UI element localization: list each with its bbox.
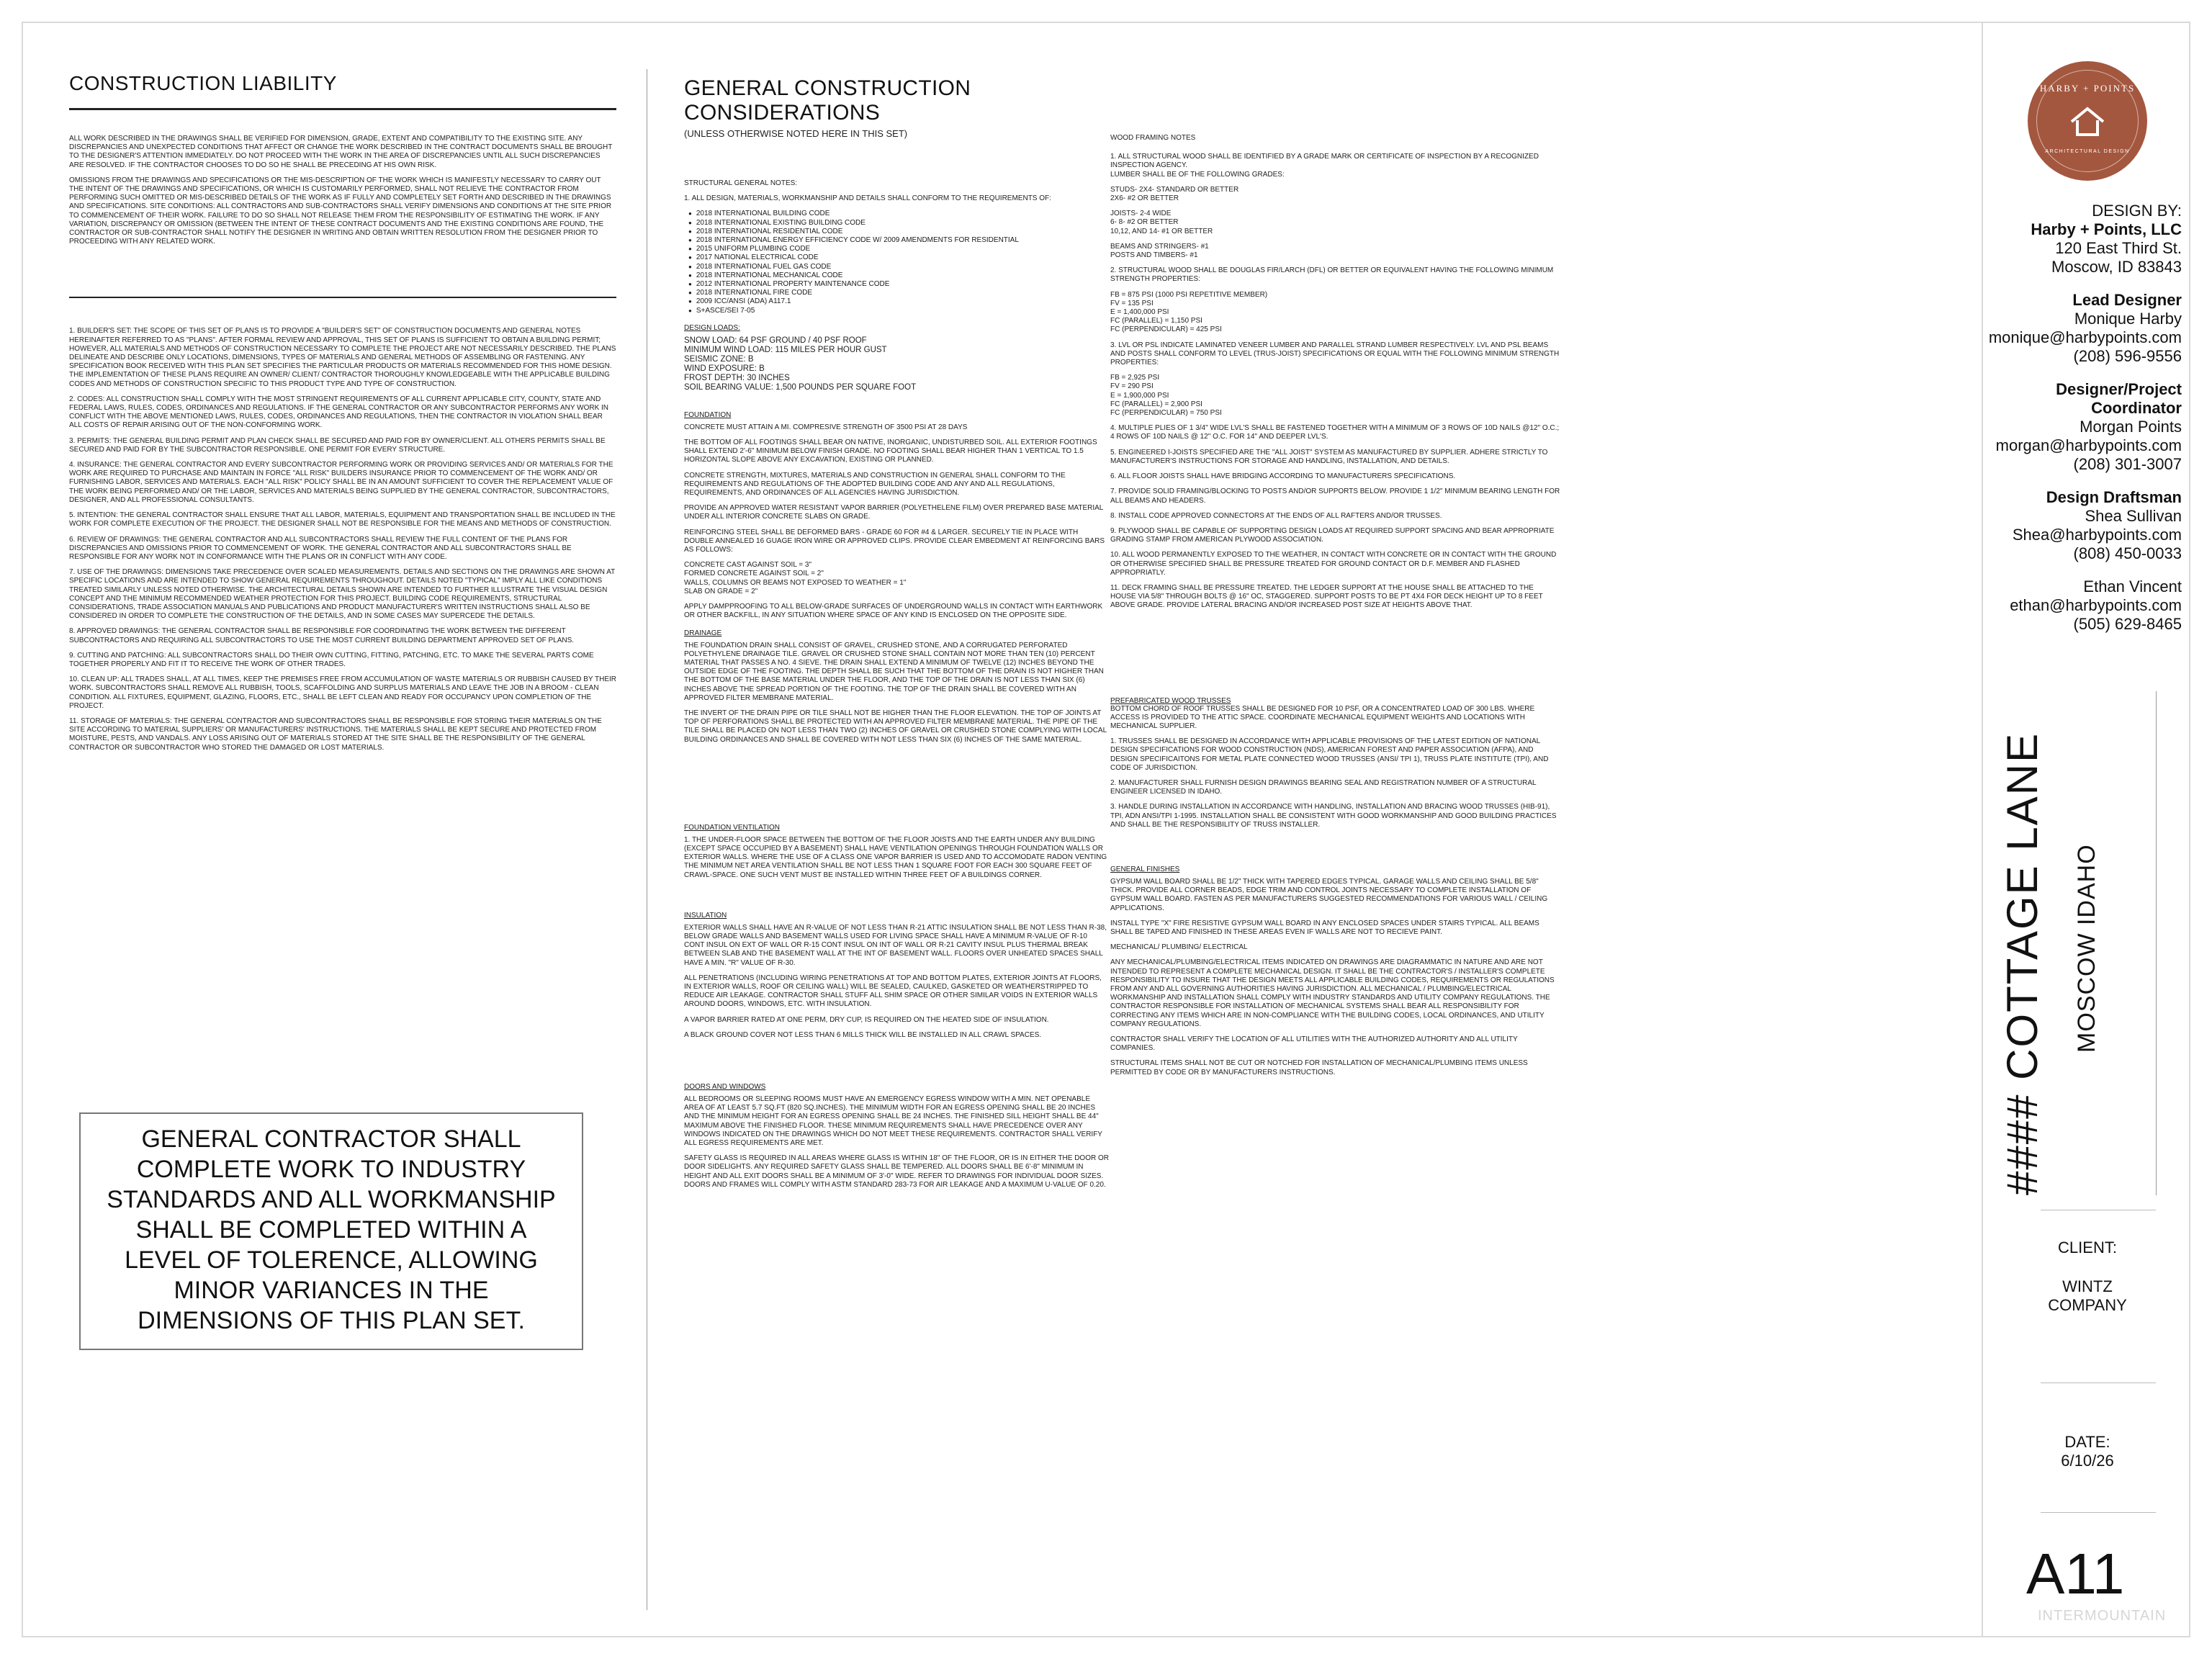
code-item: ● 2018 INTERNATIONAL EXISTING BUILDING CODE <box>688 219 1109 228</box>
liability-item: 4. INSURANCE: THE GENERAL CONTRACTOR AND EVERY SUBCONTRACTOR PERFORMING WORK OR PROVIDING SERVICES AND/ OR MATERIALS FOR THE WORK ARE REQUIRED TO PURCHASE AND MAINTAIN IN FORCE "ALL RISK" BUILDERS INSURANCE PRIOR TO COMMENCEMENT OF THE WORK AND/ OR FURNISHING LABOR, SERVICES AND MATERIALS. EACH "ALL RISK" POLICY SHALL BE IN AN AMOUNT SUFFICIENT TO COVER THE REPLACEMENT VALUE OF THE WORK BEING PERFORMED AND/ OR THE LABOR, SERVICES AND MATERIALS BEING SUPPLIED BY THE GENERAL CONTRACTOR, SUBCONTRACTORS, DESIGNER, AND ALL PROFESSIONAL CONSULTANTS. <box>69 461 613 504</box>
coordinator-phone: (208) 301-3007 <box>2073 455 2182 473</box>
liability-intro <box>69 135 616 246</box>
house-icon <box>2066 103 2109 139</box>
wood-note: FB = 875 PSI (1000 PSI REPETITIVE MEMBER) FV = 135 PSI E = 1,400,000 PSI FC (PARALLEL) = 1,150 PSI FC (PERPENDICULAR) = 425 PSI <box>1110 290 1268 334</box>
code-item: ● 2018 INTERNATIONAL ENERGY EFFICIENCY CODE W/ 2009 AMENDMENTS FOR RESIDENTIAL <box>688 236 1109 245</box>
gcc-subtitle: (UNLESS OTHERWISE NOTED HERE IN THIS SET) <box>684 128 908 139</box>
finishes-para: CONTRACTOR SHALL VERIFY THE LOCATION OF ALL UTILITIES WITH THE AUTHORIZED AUTHORITY AND ALL UTILITY COMPANIES. <box>1110 1035 1518 1053</box>
finishes-para: ANY MECHANICAL/PLUMBING/ELECTRICAL ITEMS INDICATED ON DRAWINGS ARE DIAGRAMMATIC IN NATURE AND ARE NOT INTENDED TO REPRESENT A COMPLETE MECHANICAL DESIGN. IT SHALL BE THE CONTRACTOR'S / INSTALLER'S COMPLETE RESPONSIBILITY TO INSURE THAT THE DESIGN MEETS ALL APPLICABLE BUILDING CODES, REQUIREMENTS OR REGULATIONS FROM ANY AND ALL GOVERNING AUTHORITIES HAVING JURISDICTION. ALL MECHANICAL / PLUMBING/ELECTRICAL WORKMANSHIP AND INSTALLATION SHALL COMPLY WITH INDUSTRY STANDARDS AND UTILITY COMPANY REGULATIONS. THE CONTRACTOR RESPONSIBLE FOR INSTALLATION OF MECHANICAL SYSTEMS SHALL BEAR ALL RESPONSIBILITY FOR CORRECTING ANY ITEMS WHICH ARE IN NON-COMPLIANCE WITH THE BUILDING CODES, LOCAL ORDINANCES, AND UTILITY COMPANY REGULATIONS. <box>1110 958 1555 1028</box>
liability-item: 1. BUILDER'S SET: THE SCOPE OF THIS SET OF PLANS IS TO PROVIDE A "BUILDER'S SET" OF CONSTRUCTION DOCUMENTS AND GENERAL NOTES HEREINAFTER REFERRED TO AS "PLANS". AFTER FORMAL REVIEW AND APPROVAL, THIS SET OF PLANS IS SUFFICIENT TO OBTAIN A BUILDING PERMIT; HOWEVER, ALL MATERIALS AND METHODS OF CONSTRUCTION NECESSARY TO COMPLETE THE PROJECT ARE NOT NECESSARILY DESCRIBED. THE PLANS DELINEATE AND DESCRIBE ONLY LOCATIONS, DIMENSIONS, TYPES OF MATERIALS AND GENERAL METHODS OF ASSEMBLING OR FASTENING. ANY SPECIFICATION BOOK RECEIVED WITH THIS PLAN SET SPECIFIES THE PARTICULAR PRODUCTS OR MATERIALS RECOMMENDED FOR THIS HOME DESIGN. THE IMPLEMENTATION OF THESE PLANS REQUIRE AN OWNER/ CLIENT/ CONTRACTOR THOROUGHLY KNOWLEDGEABLE WITH THE APPLICABLE BUILDING CODES AND METHODS OF CONSTRUCTION SPECIFIC TO THIS PRODUCT TYPE AND TYPE OF CONSTRUCTION. <box>69 327 616 388</box>
finishes-para: STRUCTURAL ITEMS SHALL NOT BE CUT OR NOTCHED FOR INSTALLATION OF MECHANICAL/PLUMBING ITEMS UNLESS PERMITTED BY CODE OR BY MANUFACTURERS INSTRUCTIONS. <box>1110 1059 1528 1076</box>
liability-item: 10. CLEAN UP: ALL TRADES SHALL, AT ALL TIMES, KEEP THE PREMISES FREE FROM ACCUMULATION OF WASTE MATERIALS OR RUBBISH CAUSED BY THEIR WORK. SUBCONTRACTORS SHALL REMOVE ALL RUBBISH, TOOLS, SCAFFOLDING AND SURPLUS MATERIALS AND LEAVE THE JOB IN A BROOM - CLEAN CONDITION. ALL FIXTURES, EQUIPMENT, GLAZING, FLOORS, ETC., SHALL BE LEFT CLEAN AND READY FOR OCCUPANCY UPON COMPLETION OF THE PROJECT. <box>69 675 617 710</box>
trusses-para: 3. HANDLE DURING INSTALLATION IN ACCORDANCE WITH HANDLING, INSTALLATION AND BRACING WOOD TRUSSES (HIB-91), TPI, ADN ANSI/TPI 1-1995. INSTALLATION SHALL BE CONSISTENT WITH GOOD WORKMANSHIP AND GOOD BUILDING PRACTICES AND SHALL BE THE RESPONSIBILITY OF TRUSS INSTALLER. <box>1110 803 1557 829</box>
trusses-para: BOTTOM CHORD OF ROOF TRUSSES SHALL BE DESIGNED FOR 10 PSF, OR A CONCENTRATED LOAD OF 300 LBS. WHERE ACCESS IS PROVIDED TO THE ATTIC SPACE. COORDINATE MECHANICAL EQUIPMENT WEIGHTS AND LOCATIONS WITH MECHANICAL SUPPLIER. <box>1110 704 1535 730</box>
liability-intro-para: ALL WORK DESCRIBED IN THE DRAWINGS SHALL BE VERIFIED FOR DIMENSION, GRADE, EXTENT AND COMPATIBILITY TO THE EXISTING SITE. ANY DISCREPANCIES AND UNEXPECTED CONDITIONS THAT AFFECT OR CHANGE THE WORK DESCRIBED IN THE CONTRACT DOCUMENTS SHALL BE BROUGHT TO THE DESIGNER'S ATTENTION IMMEDIATELY. DO NOT PROCEED WITH THE WORK IN THE AREA OF DISCREPANCIES UNTIL ALL SUCH DISCREPANCIES ARE RESOLVED. IF THE CONTRACTOR CHOOSES TO DO SO HE SHALL BE PRECEDING AT HIS OWN RISK. <box>69 135 613 169</box>
foundation-para: PROVIDE AN APPROVED WATER RESISTANT VAPOR BARRIER (POLYETHELENE FILM) OVER PREPARED BASE MATERIAL UNDER ALL INTERIOR CONCRETE SLABS ON GRADE. <box>684 504 1103 521</box>
project-divider <box>2156 691 2157 1195</box>
wood-note: 3. LVL OR PSL INDICATE LAMINATED VENEER LUMBER AND PARALLEL STRAND LUMBER RESPECTIVELY. LVL AND PSL BEAMS AND POSTS SHALL CONFORM TO LEVEL (TRUS-JOIST) SPECIFICATIONS OR EQUAL WITH THE FOLLOWING MINIMUM STRENGTH PROPERTIES: <box>1110 341 1560 367</box>
section-rule <box>69 297 616 298</box>
firm-name: Harby + Points, LLC <box>2031 220 2182 238</box>
lead-designer-label: Lead Designer <box>2072 291 2182 309</box>
contact-phone: (505) 629-8465 <box>2073 615 2182 633</box>
contact-email[interactable]: ethan@harbypoints.com <box>2010 596 2182 614</box>
design-loads-heading: DESIGN LOADS: <box>684 323 740 332</box>
finishes-para: MECHANICAL/ PLUMBING/ ELECTRICAL <box>1110 943 1248 952</box>
coordinator-name: Morgan Points <box>2080 418 2182 436</box>
finishes-para: INSTALL TYPE "X" FIRE RESISTIVE GYPSUM WALL BOARD IN ANY ENCLOSED SPACES UNDER STAIRS TYPICAL. ALL BEAMS SHALL BE TAPED AND FINISHED IN THESE AREAS EVEN IF WALLS ARE NOT TO RECIEVE PAINT. <box>1110 919 1539 936</box>
draftsman-label: Design Draftsman <box>2046 488 2182 506</box>
foundation-para: REINFORCING STEEL SHALL BE DEFORMED BARS - GRADE 60 FOR #4 & LARGER. SECURELY TIE IN PLACE WITH DOUBLE ANNEALED 16 GUAGE IRON WIRE OR APPROVED CLIPS. PROVIDE CLEAR EMBEDMENT AT REINFORCING BARS AS FOLLOWS: <box>684 528 1105 554</box>
code-item: ● 2018 INTERNATIONAL FIRE CODE <box>688 289 1109 297</box>
coordinator-label: Coordinator <box>2091 399 2182 417</box>
construction-liability-section <box>69 72 616 759</box>
lead-designer-name: Monique Harby <box>2074 310 2182 328</box>
project-name: #### COTTAGE LANE <box>1998 732 2046 1195</box>
wood-heading: WOOD FRAMING NOTES <box>1110 134 1196 142</box>
wood-note: JOISTS- 2-4 WIDE 6- 8- #2 OR BETTER 10,12, AND 14- #1 OR BETTER <box>1110 210 1213 235</box>
wood-note: FB = 2,925 PSI FV = 290 PSI E = 1,900,000 PSI FC (PARALLEL) = 2,900 PSI FC (PERPENDICULAR) = 750 PSI <box>1110 374 1222 418</box>
liability-item: 7. USE OF THE DRAWINGS: DIMENSIONS TAKE PRECEDENCE OVER SCALED MEASUREMENTS. DETAILS AND SECTIONS ON THE DRAWINGS ARE SHOWN AT SPECIFIC LOCATIONS AND ARE INTENDED TO SHOW GENERAL REQUIREMENTS THROUGHOUT. DETAILS NOTED "TYPICAL" IMPLY ALL LIKE CONDITIONS TREATED SIMILARLY UNLESS NOTED OTHERWISE. THE ARCHITECTURAL DETAILS SHOWN ARE INTENDED TO FURTHER ILLUSTRATE THE VISUAL DESIGN CONCEPT AND THE MINIMUM RECOMMENDED WEATHER PROTECTION FOR THIS PROJECT. BUILDING CODE REQUIREMENTS, STRUCTURAL CONSIDERATIONS, TRADE ASSOCIATION MANUALS AND PUBLICATIONS AND PRODUCT MANUFACTURER'S WRITTEN INSTRUCTIONS SHALL ALSO BE CONSIDERED IN ORDER TO COMPLETE THE CONSTRUCTION OF THE DETAILS, AND IN SOME CASES MAY SUPERCEDE THE DETAILS. <box>69 568 616 621</box>
trusses-para: 1. TRUSSES SHALL BE DESIGNED IN ACCORDANCE WITH APPLICABLE PROVISIONS OF THE LATEST EDITION OF NATIONAL DESIGN SPECIFICATIONS FOR WOOD CONSTRUCTION (NDS), AMERICAN FOREST AND PAPER ASSOCIATION (AFPA), AND DESIGN SPECIFICAITONS FOR METAL PLATE CONNECTED WOOD TRUSSES (ANSI/ TPI 1), TRUSS PLATE INSTITUTE (TPI), AND CODE OF JURISDICTION. <box>1110 737 1549 772</box>
doors-heading: DOORS AND WINDOWS <box>684 1082 766 1091</box>
doors-para: ALL BEDROOMS OR SLEEPING ROOMS MUST HAVE AN EMERGENCY EGRESS WINDOW WITH A MIN. NET OPENABLE AREA OF AT LEAST 5.7 SQ.FT (820 SQ.INCHES). THE MINIMUM WIDTH FOR AN EGRESS OPENING SHALL BE 20 INCHES AND THE MINIMUM HEIGHT FOR AN EGRESS OPENING SHALL BE 24 INCHES. THE FINISHED SILL HEIGHT SHALL BE 44" MAXIMUM ABOVE THE FINISHED FLOOR. THESE MINIMUM REQUIREMENTS SHALL HAVE PRECEDENCE OVER ANY WINDOWS INDICATED ON THE DRAWINGS WHICH DO NOT MEET THESE REQUIREMENTS. CONTRACTOR SHALL VERIFY ALL EGRESS REQUIREMENTS ARE MET. <box>684 1094 1102 1147</box>
drainage-para: THE INVERT OF THE DRAIN PIPE OR TILE SHALL NOT BE HIGHER THAN THE FLOOR ELEVATION. THE TOP OF JOINTS AT TOP OF PERFORATIONS SHALL BE PROTECTED WITH AN APPROVED FILTER MEMBRANE MATERIAL. THE PIPE OF THE TILE SHALL BE PLACED ON NOT LESS THAN TWO (2) INCHES OF GRAVEL OR CRUSHED STONE COMPLYING WITH LOCAL BUILDING ORDINANCES AND SHALL BE COVERED WITH NOT LESS THAN SIX (6) INCHES OF THE SAME MATERIAL. <box>684 709 1107 744</box>
insulation-para: A BLACK GROUND COVER NOT LESS THAN 6 MILLS THICK WILL BE INSTALLED IN ALL CRAWL SPACES. <box>684 1030 1042 1039</box>
insulation-para: A VAPOR BARRIER RATED AT ONE PERM, DRY CUP, IS REQUIRED ON THE HEATED SIDE OF INSULATION. <box>684 1015 1049 1024</box>
gcc-section <box>684 76 1109 1196</box>
firm-address-line: 120 East Third St. <box>2055 239 2182 257</box>
liability-item: 3. PERMITS: THE GENERAL BUILDING PERMIT AND PLAN CHECK SHALL BE SECURED AND PAID FOR BY OWNER/CLIENT. ALL OTHERS PERMITS SHALL BE SECURED AND PAID FOR BY THE SUBCONTRACTOR RESPONSIBLE. ONE PERMIT FOR EVERY STRUCTURE. <box>69 436 606 454</box>
construction-liability-title: CONSTRUCTION LIABILITY <box>69 72 337 94</box>
wood-framing-section <box>1110 134 1560 1084</box>
coordinator-label: Designer/Project <box>2056 380 2182 398</box>
contact-name: Ethan Vincent <box>2083 577 2182 595</box>
foundation-heading: FOUNDATION <box>684 410 732 419</box>
doors-para: SAFETY GLASS IS REQUIRED IN ALL AREAS WHERE GLASS IS WITHIN 18" OF THE FLOOR, OR IS IN EITHER THE DOOR OR DOOR SIDELIGHTS. ANY REQUIRED SAFETY GLASS SHALL BE TEMPERED. ALL DOORS SHALL BE 6'-8" MINIMUM IN HEIGHT AND ALL EXIT DOORS SHALL BE A MINIMUM OF 3'-0" WIDE. REFER TO DRAWINGS FOR INDIVIDUAL DOOR SIZES. DOORS AND FRAMES WILL COMPLY WITH ASTM STANDARD 283-73 FOR AIR LEAKAGE AND A MAXIMUM U-VALUE OF 0.20. <box>684 1154 1109 1189</box>
wood-note: STUDS- 2X4- STANDARD OR BETTER 2X6- #2 OR BETTER <box>1110 185 1239 203</box>
draftsman-name: Shea Sullivan <box>2085 507 2182 525</box>
code-item: ● 2017 NATIONAL ELECTRICAL CODE <box>688 253 1109 262</box>
drainage-para: THE FOUNDATION DRAIN SHALL CONSIST OF GRAVEL, CRUSHED STONE, AND A CORRUGATED PERFORATED POLYETHYLENE DRAINAGE TILE. GRAVEL OR CRUSHED STONE SHALL CONTAIN NOT MORE THAN TEN (10) PERCENT MATERIAL THAT PASSES A NO. 4 SIEVE. THE DRAIN SHALL EXTEND A MINIMUM OF TWELVE (12) INCHES BEYOND THE OUTSIDE EDGE OF THE FOOTING. THE DEPTH SHALL BE SUCH THAT THE BOTTOM OF THE DRAIN IS NOT HIGHER THAN THE BOTTOM OF THE BASE MATERIAL UNDER THE FLOOR, AND THE TOP OF THE DRAIN IS NOT LESS THAN SIX (6) INCHES ABOVE THE SPREAD PORTION OF THE FOOTING. THE TOP OF THE DRAIN SHALL BE COVERED WITH AN APPROVED FILTER MEMBRANE MATERIAL. <box>684 641 1104 702</box>
wood-note: 4. MULTIPLE PLIES OF 1 3/4" WIDE LVL'S SHALL BE FASTENED TOGETHER WITH A MINIMUM OF 3 ROWS OF 10D NAILS @12" O.C.; 4 ROWS OF 10D NAILS @ 12" O.C. FOR 14" AND DEEPER LVL'S. <box>1110 424 1560 441</box>
draftsman-phone: (808) 450-0033 <box>2073 544 2182 562</box>
wood-note: 7. PROVIDE SOLID FRAMING/BLOCKING TO POSTS AND/OR SUPPORTS BELOW. PROVIDE 1 1/2" MINIMUM BEARING LENGTH FOR ALL BEAMS AND HEADERS. <box>1110 487 1560 505</box>
watermark: INTERMOUNTAIN <box>2038 1608 2167 1624</box>
logo-tagline: ARCHITECTURAL DESIGN <box>2045 149 2130 154</box>
date-info <box>1983 1433 2192 1470</box>
client-info <box>1983 1238 2192 1315</box>
client-name: WINTZ <box>2062 1277 2113 1295</box>
foundation-para: APPLY DAMPPROOFING TO ALL BELOW-GRADE SURFACES OF UNDERGROUND WALLS IN CONTACT WITH EARTHWORK OR OTHER BACKFILL, IN ANY SITUATION WHERE SPACE OF ANY KIND IS ENCLOSED ON THE OPPOSITE SIDE. <box>684 603 1103 620</box>
foundation-para: THE BOTTOM OF ALL FOOTINGS SHALL BEAR ON NATIVE, INORGANIC, UNDISTURBED SOIL. ALL EXTERIOR FOOTINGS SHALL EXTEND 2'-6" MINIMUM BELOW FINISH GRADE. NO FOOTING SHALL BEAR HIGHER THAN 1 VERTICAL TO 1.5 HORIZONTAL SLOPE ABOVE ANY EXCAVATION, EXISTING OR PLANNED. <box>684 439 1097 464</box>
code-list <box>688 210 1109 315</box>
designer-info <box>1983 202 2192 634</box>
liability-item: 2. CODES: ALL CONSTRUCTION SHALL COMPLY WITH THE MOST STRINGENT REQUIREMENTS OF ALL CURRENT APPLICABLE CITY, COUNTY, STATE AND FEDERAL LAWS, RULES, CODES, ORDINANCES AND REGULATIONS. IF THE GENERAL CONTRACTOR OR ANY SUBCONTRACTOR PERFORMS ANY WORK IN CONFLICT WITH THE ABOVE MENTIONED LAWS, RULES, CODES, ORDINANCES AND REGULATIONS, THEN THE CONTRACTOR IN VIOLATION SHALL BEAR ALL COSTS OF REPAIR ARISING OUT OF THE NON-CONFORMING WORK. <box>69 395 609 430</box>
insulation-heading: INSULATION <box>684 911 727 920</box>
divider <box>2041 1382 2156 1383</box>
structural-heading: STRUCTURAL GENERAL NOTES: <box>684 179 798 187</box>
title-block <box>1982 22 2190 1637</box>
client-label: CLIENT: <box>2058 1238 2117 1256</box>
lead-designer-email[interactable]: monique@harbypoints.com <box>1988 328 2182 346</box>
divider <box>2041 1512 2156 1513</box>
project-title-area <box>1983 691 2192 1210</box>
design-loads: SNOW LOAD: 64 PSF GROUND / 40 PSF ROOF MINIMUM WIND LOAD: 115 MILES PER HOUR GUST SEISMIC ZONE: B WIND EXPOSURE: B FROST DEPTH: 30 INCHES SOIL BEARING VALUE: 1,500 POUNDS PER SQUARE FOOT <box>684 336 917 392</box>
logo-name: HARBY + POINTS <box>2039 83 2136 94</box>
firm-logo <box>2028 61 2147 181</box>
title-rule <box>69 108 616 110</box>
insulation-para: EXTERIOR WALLS SHALL HAVE AN R-VALUE OF NOT LESS THAN R-21 ATTIC INSULATION SHALL BE NOT LESS THAN R-38, BELOW GRADE WALLS AND BASEMENT WALLS USED FOR LIVING SPACE SHALL HAVE A MINIMUM R-VALUE OF R-10 CONT INSUL ON EXT OF WALL OR R-15 CONT INSUL ON INT OF WALL OR R-21 CAVITY INSUL PLUS THERMAL BREAK BETWEEN SLAB AND THE BASEMENT WALL AT THE INT OF BASEMENT WALL. FLOORS OVER UNHEATED SPACES SHALL HAVE A MIN. "R" VALUE OF R-30. <box>684 923 1107 967</box>
liability-intro-para: OMISSIONS FROM THE DRAWINGS AND SPECIFICATIONS OR THE MIS-DESCRIPTION OF THE WORK WHICH IS MANIFESTLY NECESSARY TO CARRY OUT THE INTENT OF THE DRAWINGS AND SPECIFICATIONS, OR WHICH IS CUSTOMARILY PERFORMED, SHALL NOT RELIEVE THE CONTRACTOR FROM PERFORMING SUCH OMITTED OR MIS-DESCRIBED DETAILS OF THE WORK AS IF FULLY AND COMPLETELY SET FORTH AND DESCRIBED IN THE DRAWINGS AND SPECIFICATIONS. SITE CONDITIONS: ALL CONTRACTORS AND SUB-CONTRACTORS SHALL VERIFY DIMENSIONS AND CONDITIONS AT THE SITE PRIOR TO COMMENCEMENT OF THEIR WORK. FAILURE TO DO SO SHALL NOT RELEASE THEM FROM THE RESPONSIBILITY OF ESTIMATING THE WORK. IF ANY VARIATION, DISCREPANCY OR OMISSION (BETWEEN THE INTENT OF THESE CONTRACT DOCUMENTS AND THE EXISTING CONDITIONS ARE FOUND, THE CONTRACTOR OR SUB-CONTRACTOR SHALL NOTIFY THE DESIGNER IN WRITING AND OBTAIN WRITTEN RESOLUTION FROM THE DESIGNER PRIOR TO PROCEEDING WITH ANY RELATED WORK. <box>69 176 612 246</box>
wood-note: 11. DECK FRAMING SHALL BE PRESSURE TREATED. THE LEDGER SUPPORT AT THE HOUSE SHALL BE ATTACHED TO THE HOUSE VIA 5/8" THROUGH BOLTS @ 16" OC, STAGGERED. SUPPORT POSTS TO BE PT 4X4 FOR DECK HEIGHT UP TO 8 FEET ABOVE GRADE. PROVIDE LATERAL BRACING AND/OR INCREASED POST SIZE AT HEIGHTS ABOVE THAT. <box>1110 583 1543 610</box>
design-by-label: DESIGN BY: <box>2092 202 2182 220</box>
foundation-para: CONCRETE MUST ATTAIN A MI. COMPRESIVE STRENGTH OF 3500 PSI AT 28 DAYS <box>684 423 968 431</box>
liability-item: 5. INTENTION: THE GENERAL CONTRACTOR SHALL ENSURE THAT ALL LABOR, MATERIALS, EQUIPMENT AND TRANSPORTATION SHALL BE INCLUDED IN THE WORK FOR COMPLETE EXECUTION OF THE PROJECT. THE DESIGNER SHALL NOT BE RESPONSIBLE FOR THE MEANS AND METHODS OF CONSTRUCTION. <box>69 511 616 529</box>
project-location: MOSCOW IDAHO <box>2073 844 2100 1053</box>
date-label: DATE: <box>2064 1433 2110 1451</box>
wood-note: 6. ALL FLOOR JOISTS SHALL HAVE BRIDGING ACCORDING TO MANUFACTURERS SPECIFICATIONS. <box>1110 472 1456 481</box>
ventilation-para: 1. THE UNDER-FLOOR SPACE BETWEEN THE BOTTOM OF THE FLOOR JOISTS AND THE EARTH UNDER ANY BUILDING (EXCEPT SPACE OCCUPIED BY A BASEMENT) SHALL HAVE VENTILATION OPENINGS THROUGH FOUNDATION WALLS OR EXTERIOR WALLS. WHERE THE USE OF A CLASS ONE VAPOR BARRIER IS USED AND TO ACCOMODATE RADON VENTING THE MINIMUM NET AREA VENTILATION SHALL BE NOT LESS THAN 1 SQUARE FOOT FOR EACH 300 SQUARE FEET OF CRAWL-SPACE. ONE SUCH VENT MUST BE INSTALLED WITHIN THREE FEET OF A BUILDINGS CORNER. <box>684 835 1107 879</box>
lead-designer-phone: (208) 596-9556 <box>2073 347 2182 365</box>
wood-note: 1. ALL STRUCTURAL WOOD SHALL BE IDENTIFIED BY A GRADE MARK OR CERTIFICATE OF INSPECTION BY A RECOGNIZED INSPECTION AGENCY. LUMBER SHALL BE OF THE FOLLOWING GRADES: <box>1110 153 1539 179</box>
draftsman-email[interactable]: Shea@harbypoints.com <box>2012 526 2182 544</box>
foundation-para: CONCRETE STRENGTH, MIXTURES, MATERIALS AND CONSTRUCTION IN GENERAL SHALL CONFORM TO THE REQUIREMENTS AND REGULATIONS OF THE ADOPTED BUILDING CODE AND ANY AND ALL REGULATIONS, REQUIREMENTS, AND ORDINANCES OF ALL AGENCIES HAVING JURISDICTION. <box>684 471 1066 498</box>
liability-item: 9. CUTTING AND PATCHING: ALL SUBCONTRACTORS SHALL DO THEIR OWN CUTTING, FITTING, PATCHING, ETC. TO MAKE THE SEVERAL PARTS COME TOGETHER PROPERLY AND FIT IT TO RECEIVE THE WORK OF OTHER TRADES. <box>69 651 594 668</box>
wood-note: 2. STRUCTURAL WOOD SHALL BE DOUGLAS FIR/LARCH (DFL) OR BETTER OR EQUIVALENT HAVING THE FOLLOWING MINIMUM STRENGTH PROPERTIES: <box>1110 266 1554 284</box>
firm-address-line: Moscow, ID 83843 <box>2051 258 2182 276</box>
foundation-para: CONCRETE CAST AGAINST SOIL = 3" FORMED CONCRETE AGAINST SOIL = 2" WALLS, COLUMNS OR BEAMS NOT EXPOSED TO WEATHER = 1" SLAB ON GRADE = 2" <box>684 561 907 595</box>
wood-note: 9. PLYWOOD SHALL BE CAPABLE OF SUPPORTING DESIGN LOADS AT REQUIRED SUPPORT SPACING AND BEAR APPROPRIATE GRADING STAMP FROM AMERICAN PLYWOOD ASSOCIATION. <box>1110 526 1555 544</box>
ventilation-heading: FOUNDATION VENTILATION <box>684 823 780 832</box>
trusses-heading: PREFABRICATED WOOD TRUSSES <box>1110 696 1231 705</box>
wood-note: 8. INSTALL CODE APPROVED CONNECTORS AT THE ENDS OF ALL RAFTERS AND/OR TRUSSES. <box>1110 511 1442 520</box>
code-item: ● 2009 ICC/ANSI (ADA) A117.1 <box>688 297 1109 306</box>
structural-intro: 1. ALL DESIGN, MATERIALS, WORKMANSHIP AND DETAILS SHALL CONFORM TO THE REQUIREMENTS OF: <box>684 194 1051 203</box>
liability-items <box>69 327 616 752</box>
drainage-heading: DRAINAGE <box>684 629 722 637</box>
code-item: ● 2015 UNIFORM PLUMBING CODE <box>688 245 1109 253</box>
code-item: ● S+ASCE/SEI 7-05 <box>688 307 1109 315</box>
insulation-para: ALL PENETRATIONS (INCLUDING WIRING PENETRATIONS AT TOP AND BOTTOM PLATES, EXTERIOR JOINTS AT FLOORS, IN EXTERIOR WALLS, ROOF OR CEILING WALL) WILL BE SEALED, CAULKED, GASKETED OR WEATHERSTRIPPED TO REDUCE AIR LEAKAGE. CONTRACTOR SHALL STUFF ALL SHIM SPACE OR OTHER SIMILAR VOIDS IN EXTERIOR WALLS AROUND DOORS, WINDOWS, ETC. WITH INSULATION. <box>684 974 1102 1009</box>
wood-note: BEAMS AND STRINGERS- #1 POSTS AND TIMBERS- #1 <box>1110 242 1209 260</box>
code-item: ● 2018 INTERNATIONAL MECHANICAL CODE <box>688 271 1109 280</box>
liability-item: 6. REVIEW OF DRAWINGS: THE GENERAL CONTRACTOR AND ALL SUBCONTRACTORS SHALL REVIEW THE FULL CONTENT OF THE PLANS FOR DISCREPANCIES AND OMISSIONS PRIOR TO COMMENCEMENT OF WORK. THE GENERAL CONTRACTOR AND ALL SUBCONTRACTORS SHALL BE RESPONSIBLE FOR ANY WORK NOT IN CONFORMANCE WITH THE PLANS OR IN CONFLICT WITH ANY CODE. <box>69 535 572 561</box>
client-name: COMPANY <box>2048 1296 2127 1314</box>
code-item: ● 2012 INTERNATIONAL PROPERTY MAINTENANCE CODE <box>688 280 1109 289</box>
code-item: ● 2018 INTERNATIONAL RESIDENTIAL CODE <box>688 228 1109 236</box>
finishes-para: GYPSUM WALL BOARD SHALL BE 1/2" THICK WITH TAPERED EDGES TYPICAL. GARAGE WALLS AND CEILING SHALL BE 5/8" THICK. PROVIDE ALL CORNER BEADS, EDGE TRIM AND CONTROL JOINTS NECESSARY TO COMPLETE INSTALLATION OF GYPSUM WALL BOARD. FASTEN AS PER MANUFACTURERS SUGGESTED RECOMMENDATIONS FOR VARIOUS WALL / CEILING APPLICATIONS. <box>1110 877 1548 912</box>
contractor-callout-box: GENERAL CONTRACTOR SHALL COMPLETE WORK TO INDUSTRY STANDARDS AND ALL WORKMANSHIP SHALL BE COMPLETED WITHIN A LEVEL OF TOLERENCE, ALLOWING MINOR VARIANCES IN THE DIMENSIONS OF THIS PLAN SET. <box>79 1112 583 1350</box>
wood-note: 5. ENGINEERED I-JOISTS SPECIFIED ARE THE "ALL JOIST" SYSTEM AS MANUFACTURED BY SUPPLIER. ADHERE STRICTLY TO MANUFACTURER'S INSTRUCTIONS FOR STORAGE AND HANDLING, INSTALLATION, AND DETAILS. <box>1110 448 1548 465</box>
liability-item: 8. APPROVED DRAWINGS: THE GENERAL CONTRACTOR SHALL BE RESPONSIBLE FOR COORDINATING THE WORK BETWEEN THE DIFFERENT SUBCONTRACTORS AND REQUIRING ALL SUBCONTRACTORS TO USE THE MOST CURRENT BUILDING DEPARTMENT APPROVED SET OF PLANS. <box>69 627 575 644</box>
date-value: 6/10/26 <box>2061 1452 2114 1470</box>
sheet-number: A11 <box>2026 1542 2125 1606</box>
liability-item: 11. STORAGE OF MATERIALS: THE GENERAL CONTRACTOR AND SUBCONTRACTORS SHALL BE RESPONSIBLE FOR STORING THEIR MATERIALS ON THE SITE ACCORDING TO MATERIAL SUPPLIERS' OR MANUFACTURERS' INSTRUCTIONS. THE MATERIALS SHALL BE KEPT SECURE AND PROTECTED FROM MOISTURE, PESTS, AND VANDALS. ANY LOSS ARISING OUT OF MATERIALS STORED AT THE SITE SHALL BE THE RESPONSIBILITY OF THE GENERAL CONTRACTOR OR SUBCONTRACTOR WHO STORED THE DAMAGED OR LOST MATERIALS. <box>69 716 602 752</box>
code-item: ● 2018 INTERNATIONAL BUILDING CODE <box>688 210 1109 218</box>
code-item: ● 2018 INTERNATIONAL FUEL GAS CODE <box>688 263 1109 271</box>
trusses-para: 2. MANUFACTURER SHALL FURNISH DESIGN DRAWINGS BEARING SEAL AND REGISTRATION NUMBER OF A STRUCTURAL ENGINEER LICENSED IN IDAHO. <box>1110 778 1537 796</box>
coordinator-email[interactable]: morgan@harbypoints.com <box>1995 436 2182 454</box>
wood-note: 10. ALL WOOD PERMANENTLY EXPOSED TO THE WEATHER, IN CONTACT WITH CONCRETE OR IN CONTACT WITH THE GROUND OR OTHERWISE SPECIFIED SHALL BE PRESSURE TREATED FOR GROUND CONTACT OR D.F. MEMBER AND FLASHED APPROPRIATLY. <box>1110 551 1557 577</box>
gcc-title: GENERAL CONSTRUCTION CONSIDERATIONS <box>684 76 971 125</box>
finishes-heading: GENERAL FINISHES <box>1110 865 1180 873</box>
